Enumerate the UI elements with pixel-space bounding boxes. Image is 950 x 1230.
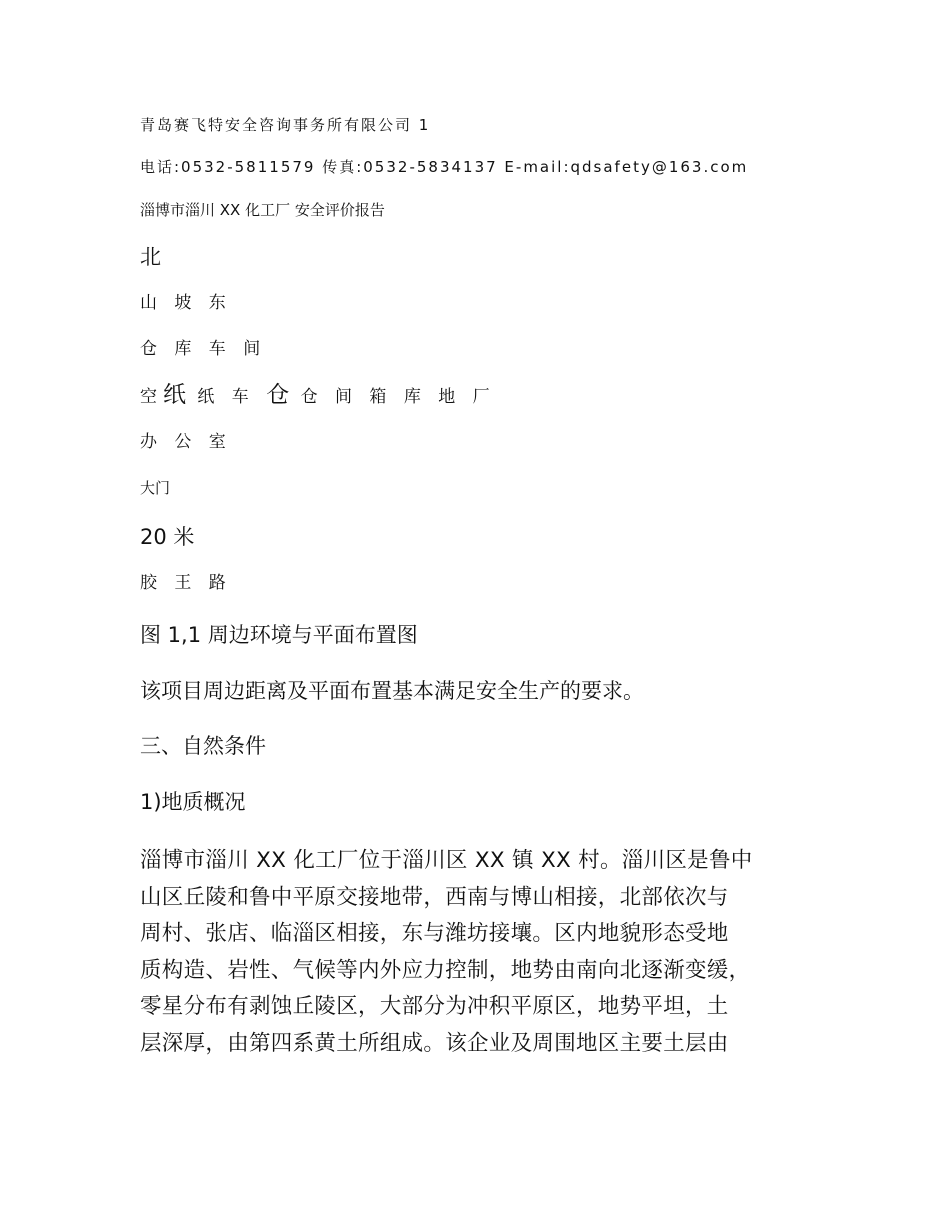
diagram-slope-east-label: 山 坡 东 — [140, 293, 232, 313]
diagram-paper-workshop-label: 纸 车 — [197, 387, 255, 407]
paragraph-line: 层深厚，由第四系黄土所组成。该企业及周围地区主要土层由 — [140, 1030, 729, 1056]
diagram-north-label: 北 — [140, 245, 161, 269]
paragraph-line: 淄博市淄川 XX 化工厂位于淄川区 XX 镇 XX 村。淄川区是鲁中 — [140, 848, 753, 873]
diagram-empty-label: 空 — [140, 387, 163, 407]
diagram-road-label: 胶 王 路 — [140, 573, 232, 593]
figure-caption: 图 1,1 周边环境与平面布置图 — [140, 623, 418, 647]
diagram-warehouse-workshop-label: 仓 库 车 间 — [140, 339, 267, 359]
paragraph-line: 质构造、岩性、气候等内外应力控制，地势由南向北逐渐变缓， — [140, 957, 751, 983]
paragraph-line: 零星分布有剥蚀丘陵区，大部分为冲积平原区，地势平坦，土 — [140, 994, 729, 1019]
header-company: 青岛赛飞特安全咨询事务所有限公司 1 — [140, 116, 431, 134]
diagram-storage-row-label: 仓 间 箱 库 地 厂 — [300, 387, 496, 407]
header-contact: 电话:0532-5811579 传真:0532-5834137 E-mail:qdsafety@163.com — [140, 158, 749, 176]
conclusion-text: 该项目周边距离及平面布置基本满足安全生产的要求。 — [140, 679, 644, 703]
geology-paragraph — [140, 843, 820, 1062]
subsection-heading: 1)地质概况 — [140, 790, 246, 814]
diagram-paper-label-large: 纸 — [163, 382, 186, 408]
diagram-building-row — [140, 384, 496, 407]
diagram-storage-label-large: 仓 — [266, 382, 290, 408]
header-report-title: 淄博市淄川 XX 化工厂 安全评价报告 — [140, 201, 385, 219]
section-heading: 三、自然条件 — [140, 734, 266, 758]
diagram-distance-label: 20 米 — [140, 525, 195, 549]
diagram-gate-label: 大门 — [140, 479, 171, 497]
diagram-office-label: 办 公 室 — [140, 432, 232, 452]
paragraph-line: 周村、张店、临淄区相接，东与潍坊接壤。区内地貌形态受地 — [140, 921, 729, 946]
paragraph-line: 山区丘陵和鲁中平原交接地带，西南与博山相接，北部依次与 — [140, 884, 729, 910]
